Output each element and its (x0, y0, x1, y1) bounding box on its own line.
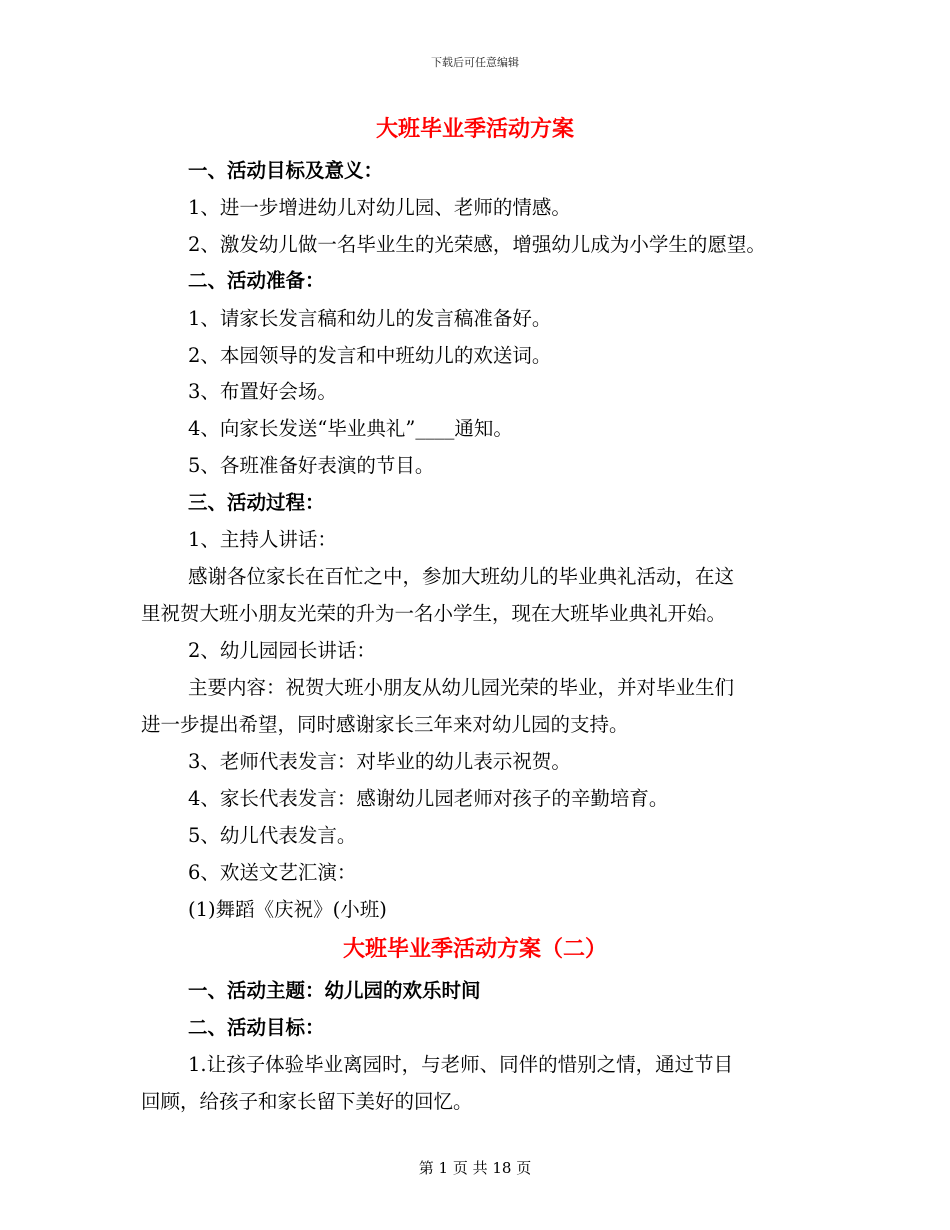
paragraph-line: (1)舞蹈《庆祝》(小班) (188, 898, 387, 921)
page-header-note: 下载后可任意编辑 (431, 56, 519, 69)
paragraph-line: 主要内容：祝贺大班小朋友从幼儿园光荣的毕业，并对毕业生们 (188, 676, 735, 699)
paragraph-line: 1、请家长发言稿和幼儿的发言稿准备好。 (188, 307, 552, 330)
document-title: 大班毕业季活动方案 (375, 116, 574, 142)
section-title-2: 大班毕业季活动方案（二） (342, 936, 607, 962)
paragraph-line: 1、主持人讲话： (188, 528, 337, 551)
paragraph-line: 里祝贺大班小朋友光荣的升为一名小学生，现在大班毕业典礼开始。 (141, 602, 727, 625)
heading-theme: 一、活动主题：幼儿园的欢乐时间 (188, 979, 481, 1002)
heading-process: 三、活动过程： (188, 491, 325, 514)
paragraph-line: 4、向家长发送“毕业典礼”____通知。 (188, 417, 513, 440)
paragraph-line: 5、各班准备好表演的节目。 (188, 454, 435, 477)
heading-goals: 一、活动目标及意义： (188, 159, 384, 182)
paragraph-line: 感谢各位家长在百忙之中，参加大班幼儿的毕业典礼活动，在这 (188, 565, 735, 588)
paragraph-line: 进一步提出希望，同时感谢家长三年来对幼儿园的支持。 (141, 713, 629, 736)
paragraph-line: 4、家长代表发言：感谢幼儿园老师对孩子的辛勤培育。 (188, 787, 669, 810)
heading-preparation: 二、活动准备： (188, 269, 325, 292)
page-footer: 第 1 页 共 18 页 (418, 1159, 532, 1177)
paragraph-line: 1、进一步增进幼儿对幼儿园、老师的情感。 (188, 196, 571, 219)
paragraph-line: 2、幼儿园园长讲话： (188, 639, 376, 662)
paragraph-line: 2、本园领导的发言和中班幼儿的欢送词。 (188, 344, 552, 367)
paragraph-line: 3、老师代表发言：对毕业的幼儿表示祝贺。 (188, 750, 571, 773)
paragraph-line: 3、布置好会场。 (188, 380, 337, 403)
paragraph-line: 6、欢送文艺汇演： (188, 861, 357, 884)
paragraph-line: 1.让孩子体验毕业离园时，与老师、同伴的惜别之情，通过节目 (188, 1053, 734, 1076)
paragraph-line: 2、激发幼儿做一名毕业生的光荣感，增强幼儿成为小学生的愿望。 (188, 233, 766, 256)
heading-objectives: 二、活动目标： (188, 1016, 325, 1039)
paragraph-line: 回顾，给孩子和家长留下美好的回忆。 (141, 1090, 473, 1113)
paragraph-line: 5、幼儿代表发言。 (188, 824, 357, 847)
